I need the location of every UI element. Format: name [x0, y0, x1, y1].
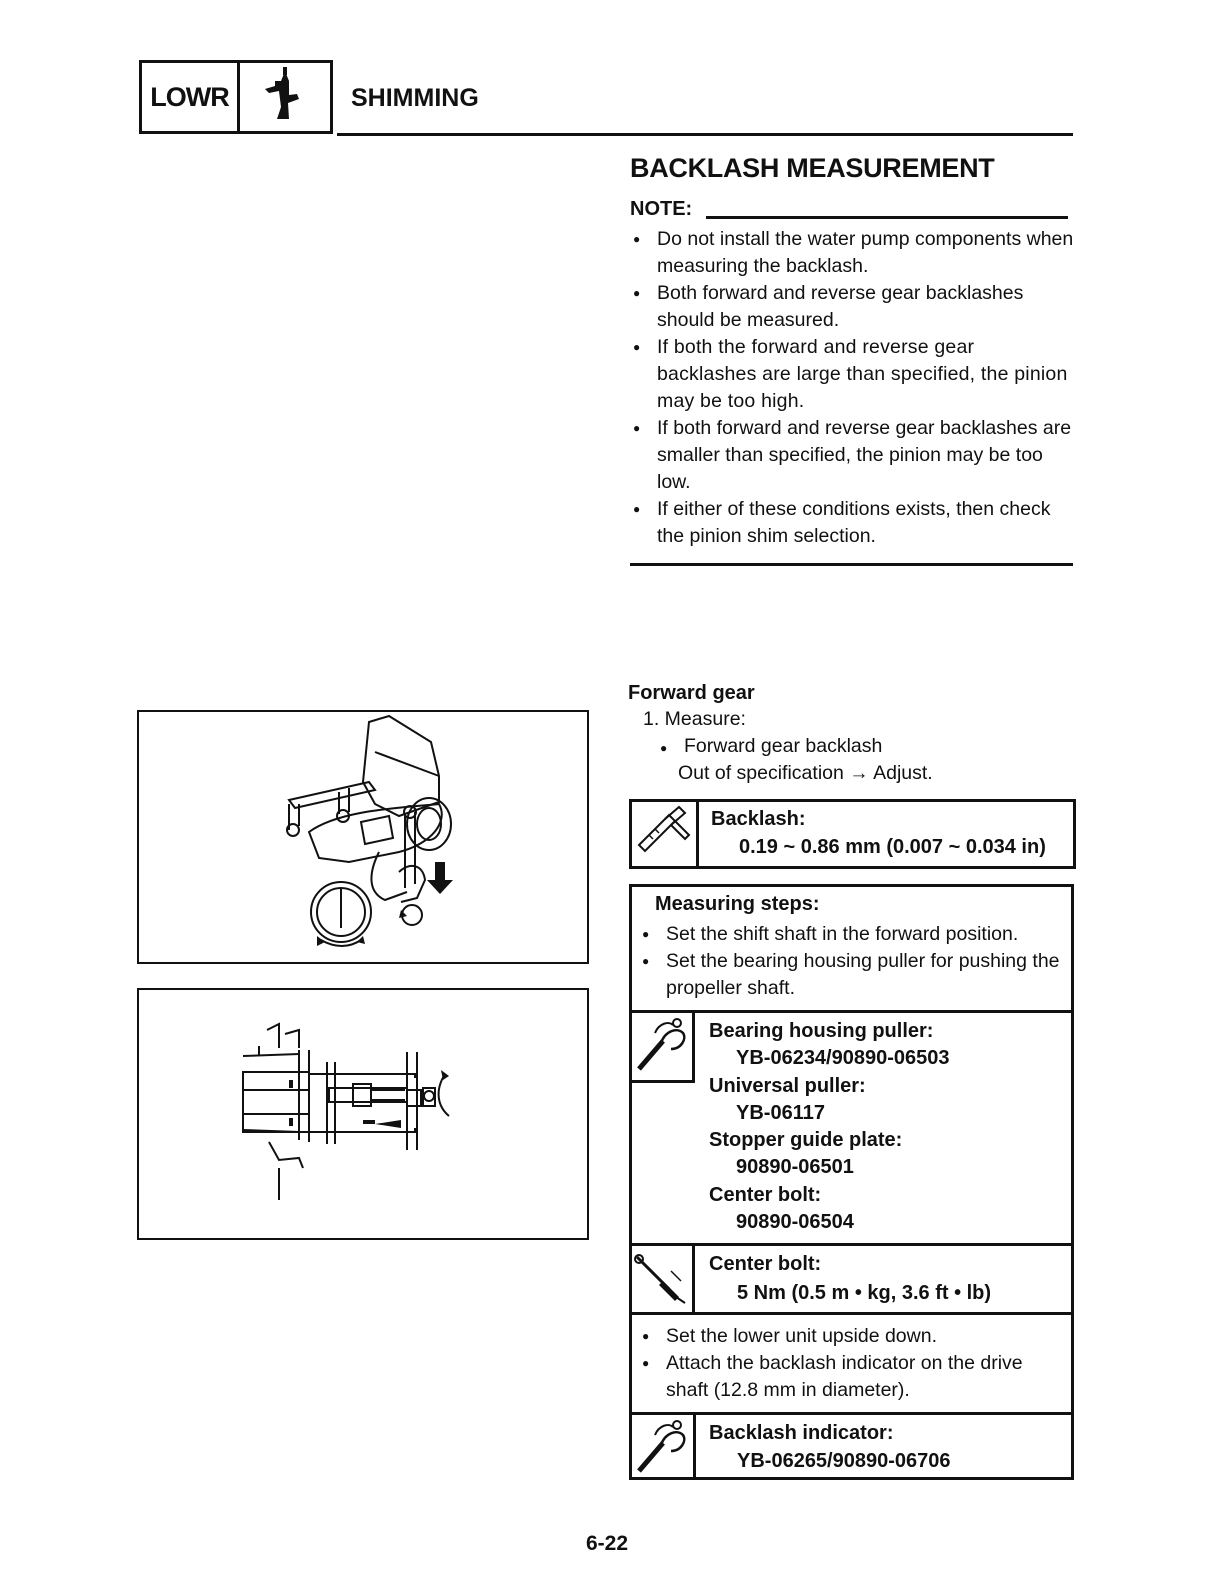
measuring-steps-list-2: [639, 1323, 1069, 1404]
measuring-steps-title: Measuring steps:: [655, 893, 820, 915]
indicator-part-number: YB-06265/90890-06706: [737, 1450, 951, 1472]
step-measure: 1. Measure:: [643, 708, 746, 730]
note-item: ● Do not install the water pump components when measuring the backlash.: [630, 226, 1075, 280]
caliper-icon: [632, 802, 699, 866]
step-bullet: ● Forward gear backlash: [657, 735, 882, 758]
header-divider: [337, 133, 1073, 136]
note-item: ● If both the forward and reverse gear backlashes are large than specified, the pinion may be too high.: [630, 334, 1075, 415]
special-tool-icon: [629, 1412, 696, 1480]
section-title: SHIMMING: [351, 84, 479, 112]
backlash-label: Backlash:: [711, 808, 806, 830]
torque-wrench-icon: [629, 1246, 695, 1312]
section-tag-label: LOWR: [142, 63, 240, 131]
tool-label: Universal puller:: [709, 1074, 866, 1097]
note-item: ● If both forward and reverse gear backlashes are smaller than specified, the pinion may be too low.: [630, 415, 1075, 496]
backlash-measurement-illustration: [137, 710, 589, 964]
note-item: ● If either of these conditions exists, then check the pinion shim selection.: [630, 496, 1075, 550]
step-sub-note: Out of specification → Adjust.: [678, 762, 933, 784]
tool-part-number: 90890-06501: [736, 1156, 854, 1179]
indicator-label: Backlash indicator:: [709, 1422, 894, 1444]
note-item: ● Both forward and reverse gear backlashes should be measured.: [630, 280, 1075, 334]
step-bullet-list: [657, 735, 882, 758]
forward-gear-title: Forward gear: [628, 682, 755, 704]
note-end-divider: [630, 563, 1073, 566]
lower-unit-icon: [240, 63, 330, 131]
tool-label: Stopper guide plate:: [709, 1129, 903, 1152]
measuring-step: ● Set the bearing housing puller for pushing the propeller shaft.: [639, 948, 1069, 1002]
torque-label: Center bolt:: [709, 1253, 822, 1275]
special-tool-icon: [629, 1010, 695, 1083]
torque-value: 5 Nm (0.5 m • kg, 3.6 ft • lb): [737, 1282, 992, 1304]
tool-part-number: YB-06234/90890-06503: [736, 1047, 950, 1070]
measuring-steps-list: [639, 921, 1069, 1002]
measuring-step: ● Set the shift shaft in the forward position.: [639, 921, 1069, 948]
tool-part-number: 90890-06504: [736, 1211, 854, 1234]
tool-label: Center bolt:: [709, 1183, 822, 1206]
backlash-spec-box: [629, 799, 1076, 869]
note-label: NOTE:: [630, 198, 693, 220]
tool-part-number: YB-06117: [736, 1101, 825, 1124]
note-list: [630, 226, 1075, 550]
page-number: 6-22: [586, 1532, 629, 1555]
measuring-step: ● Attach the backlash indicator on the drive shaft (12.8 mm in diameter).: [639, 1350, 1069, 1404]
page-heading: BACKLASH MEASUREMENT: [630, 153, 995, 183]
tool-label: Bearing housing puller:: [709, 1020, 934, 1042]
section-tag: [139, 60, 333, 134]
special-tools-list: [709, 1018, 950, 1236]
backlash-value: 0.19 ~ 0.86 mm (0.007 ~ 0.034 in): [739, 836, 1046, 858]
note-divider: [706, 216, 1068, 219]
measuring-step: ● Set the lower unit upside down.: [639, 1323, 1069, 1350]
bearing-puller-illustration: [137, 988, 589, 1240]
